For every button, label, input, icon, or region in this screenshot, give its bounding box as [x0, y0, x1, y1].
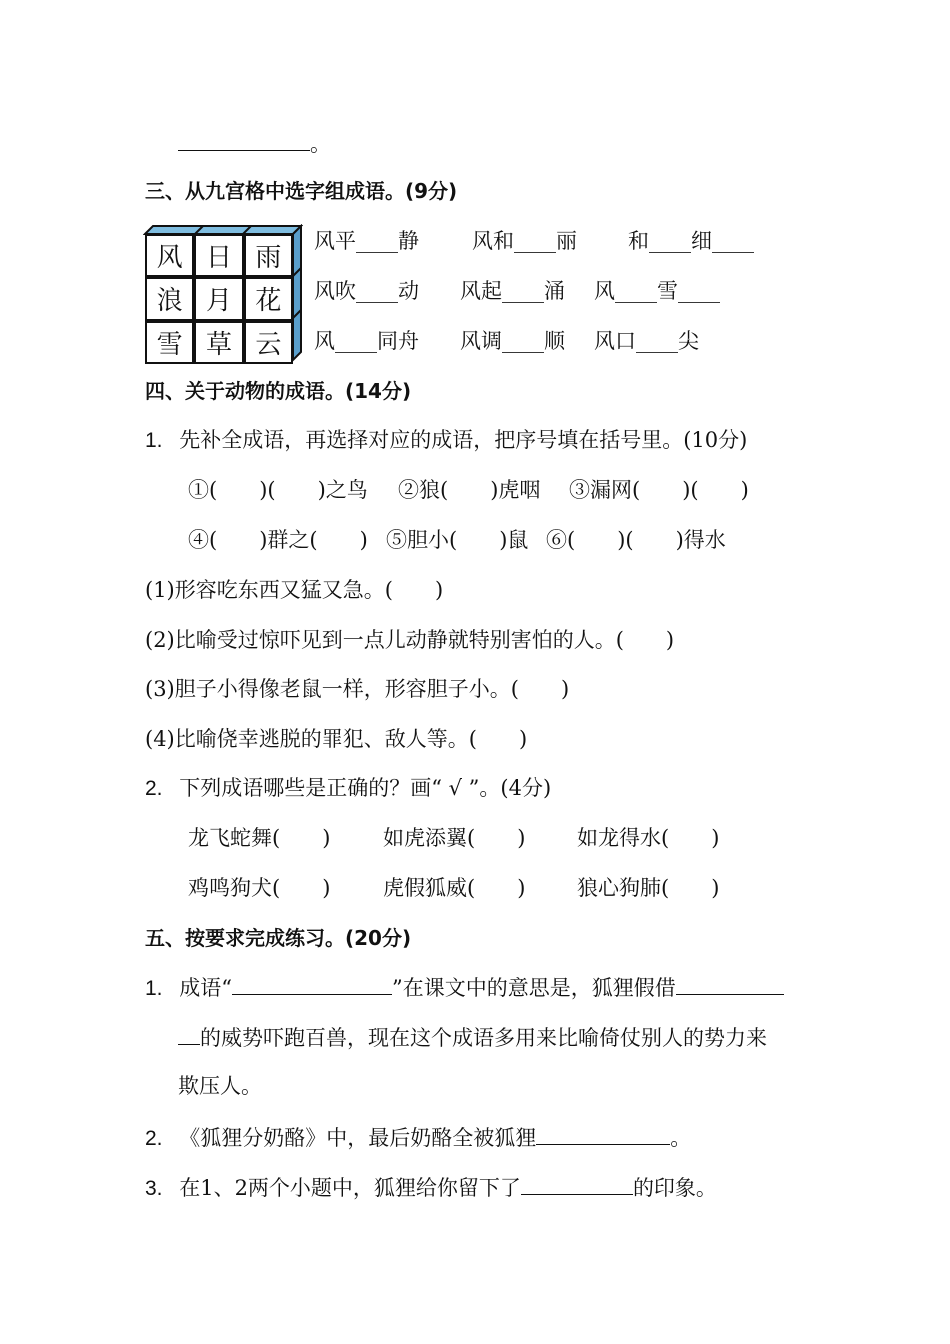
grid-cell: 风 [147, 236, 192, 275]
idiom-fill[interactable]: 风起____涌 [460, 279, 565, 303]
question-4-2 [145, 773, 551, 804]
check-item[interactable]: 狼心狗肺( ) [577, 876, 720, 900]
idiom-option[interactable]: ④( )群之( ) [188, 528, 368, 552]
section5-title: 五、按要求完成练习。(20分) [145, 926, 412, 950]
grid-cells [145, 234, 293, 364]
question-text: 的威势吓跑百兽，现在这个成语多用来比喻倚仗别人的势力来 [200, 1026, 767, 1050]
answer-blank[interactable] [178, 128, 310, 151]
nine-grid [143, 224, 303, 364]
grid-cell: 雨 [246, 236, 291, 275]
answer-blank[interactable] [676, 972, 784, 995]
section3-title: 三、从九宫格中选字组成语。(9分) [145, 179, 458, 203]
question-5-1 [145, 972, 784, 1004]
question-text: ”在课文中的意思是，狐狸假借 [391, 976, 676, 1000]
grid-cell: 云 [246, 323, 291, 362]
question-text: 在1、2两个小题中，狐狸给你留下了 [179, 1176, 521, 1200]
match-item[interactable]: (3)胆子小得像老鼠一样，形容胆子小。( ) [145, 677, 570, 701]
question-number: 2. [145, 777, 163, 800]
period: 。 [310, 132, 331, 156]
idiom-fill[interactable]: 风和____丽 [472, 229, 577, 253]
question-text: 成语“ [179, 976, 232, 1000]
question-5-1-end: 欺压人。 [178, 1074, 262, 1098]
idiom-fill[interactable]: 风____雪____ [594, 279, 720, 303]
question-5-2 [145, 1122, 691, 1154]
question-number: 3. [145, 1177, 163, 1200]
answer-blank[interactable] [178, 1022, 200, 1045]
question-text: 的印象。 [632, 1176, 717, 1200]
grid-cell: 月 [196, 279, 241, 318]
answer-blank[interactable] [232, 972, 392, 995]
answer-blank[interactable] [521, 1172, 633, 1195]
idiom-option[interactable]: ⑥( )( )得水 [546, 528, 726, 552]
grid-cell: 雪 [147, 323, 192, 362]
question-4-1 [145, 425, 747, 456]
check-item[interactable]: 虎假狐威( ) [383, 876, 526, 900]
grid-cell: 草 [196, 323, 241, 362]
idiom-option[interactable]: ②狼( )虎咽 [398, 478, 541, 502]
answer-blank[interactable] [536, 1122, 670, 1145]
section4-title: 四、关于动物的成语。(14分) [145, 379, 412, 403]
idiom-fill[interactable]: 和____细____ [628, 229, 754, 253]
check-item[interactable]: 如虎添翼( ) [383, 826, 526, 850]
idiom-fill[interactable]: 风____同舟 [314, 329, 419, 353]
idiom-fill[interactable]: 风平____静 [314, 229, 419, 253]
idiom-option[interactable]: ①( )( )之鸟 [188, 478, 368, 502]
question-text: 。 [670, 1126, 692, 1150]
match-item[interactable]: (2)比喻受过惊吓见到一点儿动静就特别害怕的人。( ) [145, 628, 675, 652]
question-5-3 [145, 1172, 717, 1204]
match-item[interactable]: (1)形容吃东西又猛又急。( ) [145, 578, 444, 602]
question-5-1-cont [178, 1022, 767, 1053]
idiom-fill[interactable]: 风吹____动 [314, 279, 419, 303]
question-number: 2. [145, 1127, 163, 1150]
grid-cell: 浪 [147, 279, 192, 318]
check-item[interactable]: 龙飞蛇舞( ) [188, 826, 331, 850]
grid-cell: 日 [196, 236, 241, 275]
question-text: 《狐狸分奶酪》中，最后奶酪全被狐狸 [179, 1126, 537, 1150]
idiom-fill[interactable]: 风调____顺 [460, 329, 565, 353]
grid-cell: 花 [246, 279, 291, 318]
question-text: 先补全成语，再选择对应的成语，把序号填在括号里。(10分) [179, 428, 748, 452]
question-number: 1. [145, 429, 163, 452]
question-text: 下列成语哪些是正确的？画“ √ ”。(4分) [179, 776, 552, 800]
idiom-option[interactable]: ⑤胆小( )鼠 [386, 528, 529, 552]
idiom-fill[interactable]: 风口____尖 [594, 329, 699, 353]
match-item[interactable]: (4)比喻侥幸逃脱的罪犯、敌人等。( ) [145, 727, 528, 751]
top-answer-line [178, 128, 331, 159]
idiom-option[interactable]: ③漏网( )( ) [569, 478, 749, 502]
check-item[interactable]: 如龙得水( ) [577, 826, 720, 850]
question-number: 1. [145, 977, 163, 1000]
check-item[interactable]: 鸡鸣狗犬( ) [188, 876, 331, 900]
